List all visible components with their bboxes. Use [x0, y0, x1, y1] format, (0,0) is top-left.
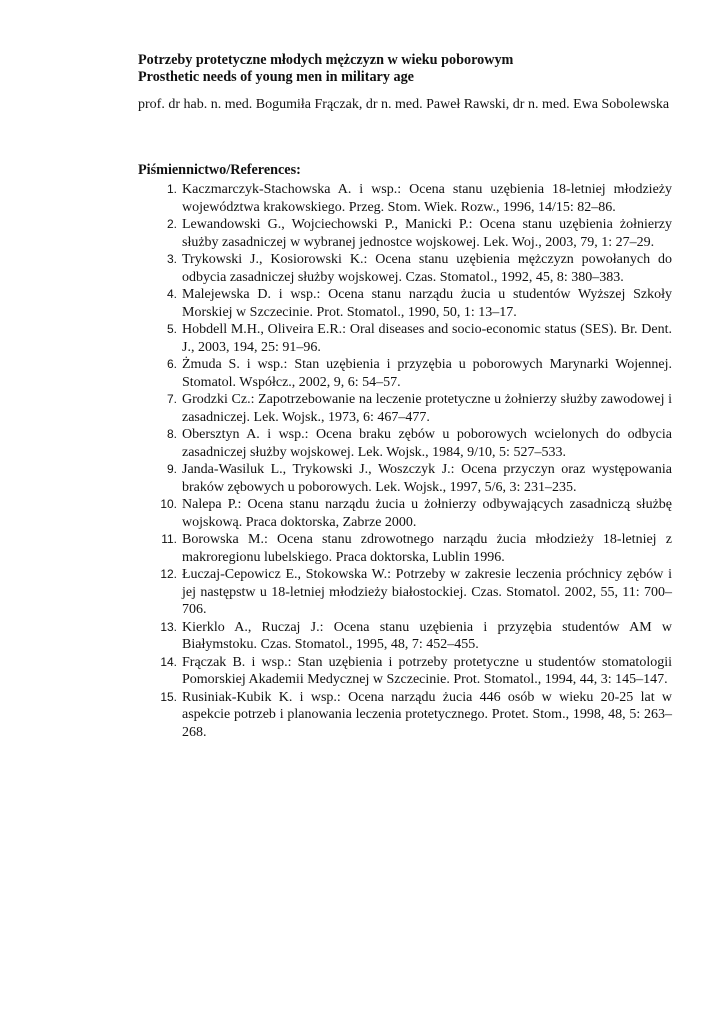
reference-text: Nalepa P.: Ocena stanu narządu żucia u żołnierzy odbywających zasadniczą służbę wojskową. Praca doktorska, Zabrze 2000.: [182, 497, 672, 530]
reference-number: 3.: [166, 252, 177, 266]
reference-number: 10.: [160, 497, 177, 511]
reference-number: 12.: [160, 567, 177, 581]
reference-number: 11.: [161, 532, 177, 546]
title-polish: Potrzeby protetyczne młodych mężczyzn w wieku poborowym: [138, 52, 514, 68]
reference-number: 14.: [160, 654, 177, 669]
reference-number: 2.: [166, 217, 177, 231]
reference-text: Malejewska D. i wsp.: Ocena stanu narządu żucia u studentów Wyższej Szkoły Morskiej w Szczecinie. Prot. Stomatol., 1990, 50, 1: 13–17.: [182, 287, 672, 320]
reference-text: Obersztyn A. i wsp.: Ocena braku zębów u poborowych wcielonych do odbycia zasadniczej służby wojskowej. Lek. Wojsk., 1984, 9/10, 5: 527–533.: [182, 427, 672, 460]
reference-item: [138, 286, 672, 321]
reference-text: Łuczaj-Cepowicz E., Stokowska W.: Potrzeby w zakresie leczenia próchnicy zębów i jej następstw u 18-letniej młodzieży białostockiej. Czas. Stomatol. 2002, 55, 11: 700–706.: [182, 567, 672, 617]
reference-item: [138, 531, 672, 566]
reference-text: Hobdell M.H., Oliveira E.R.: Oral diseases and socio-economic status (SES). Br. Dent. J., 2003, 194, 25: 91–96.: [182, 322, 672, 355]
reference-number: 13.: [160, 619, 177, 634]
reference-item: [138, 356, 672, 391]
reference-number: 9.: [166, 462, 177, 476]
reference-item: [138, 391, 672, 426]
reference-item: [138, 251, 672, 286]
reference-number: 6.: [166, 357, 177, 371]
reference-item: [138, 654, 672, 689]
reference-item: [138, 496, 672, 531]
title-english: Prosthetic needs of young men in military age: [138, 69, 414, 85]
reference-number: 7.: [166, 392, 177, 406]
references-list: [138, 181, 672, 741]
reference-number: 8.: [166, 427, 177, 441]
reference-item: [138, 181, 672, 216]
reference-number: 5.: [166, 322, 177, 336]
reference-item: [138, 461, 672, 496]
reference-item: [138, 566, 672, 619]
reference-text: Kaczmarczyk-Stachowska A. i wsp.: Ocena stanu uzębienia 18-letniej młodzieży województwa krakowskiego. Przeg. Stom. Wiek. Rozw., 1996, 14/15: 82–86.: [182, 182, 672, 215]
reference-number: 4.: [166, 287, 177, 301]
reference-text: Lewandowski G., Wojciechowski P., Manicki P.: Ocena stanu uzębienia żołnierzy służby zasadniczej w wybranej jednostce wojskowej. Lek. Woj., 2003, 79, 1: 27–29.: [182, 217, 672, 250]
reference-item: [138, 689, 672, 742]
reference-number: 1.: [166, 182, 177, 196]
reference-item: [138, 216, 672, 251]
reference-item: [138, 321, 672, 356]
reference-text: Frączak B. i wsp.: Stan uzębienia i potrzeby protetyczne u studentów stomatologii Pomorskiej Akademii Medycznej w Szczecinie. Prot. Stomatol., 1994, 44, 3: 145–147.: [182, 654, 672, 687]
references-heading: Piśmiennictwo/References:: [138, 162, 301, 178]
reference-text: Borowska M.: Ocena stanu zdrowotnego narządu żucia młodzieży 18-letniej z makroregionu lubelskiego. Praca doktorska, Lublin 1996.: [182, 532, 672, 565]
reference-number: 15.: [160, 689, 177, 704]
authors-line: prof. dr hab. n. med. Bogumiła Frączak, dr n. med. Paweł Rawski, dr n. med. Ewa Sobolewska: [138, 97, 670, 112]
reference-text: Trykowski J., Kosiorowski K.: Ocena stanu uzębienia mężczyzn powołanych do odbycia zasadniczej służby wojskowej. Czas. Stomatol., 1992, 45, 8: 380–383.: [182, 252, 672, 285]
reference-text: Żmuda S. i wsp.: Stan uzębienia i przyzębia u poborowych Marynarki Wojennej. Stomatol. Współcz., 2002, 9, 6: 54–57.: [182, 357, 672, 390]
reference-item: [138, 619, 672, 654]
reference-item: [138, 426, 672, 461]
reference-text: Janda-Wasiluk L., Trykowski J., Woszczyk J.: Ocena przyczyn oraz występowania braków zębowych u poborowych. Lek. Wojsk., 1997, 5/6, 3: 231–235.: [182, 462, 672, 495]
reference-text: Grodzki Cz.: Zapotrzebowanie na leczenie protetyczne u żołnierzy służby zawodowej i zasadniczej. Lek. Wojsk., 1973, 6: 467–477.: [182, 392, 672, 425]
title-block: [138, 52, 678, 86]
reference-text: Rusiniak-Kubik K. i wsp.: Ocena narządu żucia 446 osób w wieku 20-25 lat w aspekcie potrzeb i planowania leczenia protetycznego. Protet. Stom., 1998, 48, 5: 263–268.: [182, 689, 672, 740]
reference-text: Kierklo A., Ruczaj J.: Ocena stanu uzębienia i przyzębia studentów AM w Białymstoku. Czas. Stomatol., 1995, 48, 7: 452–455.: [182, 619, 672, 652]
